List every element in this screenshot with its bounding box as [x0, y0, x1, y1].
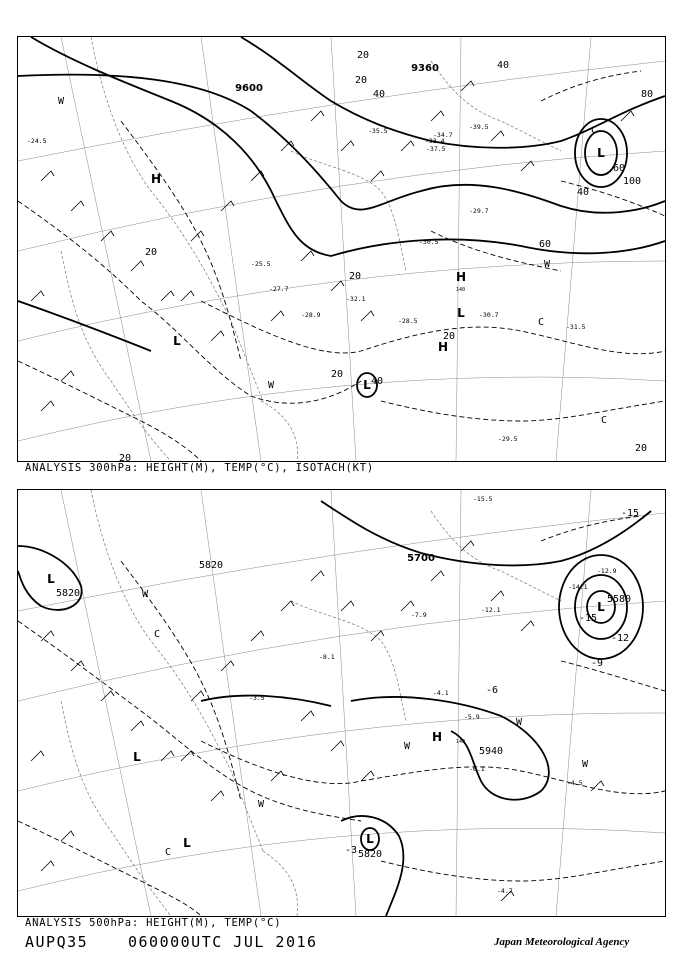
high-center-symbol: H [455, 270, 467, 284]
longitude-label: 140 [456, 287, 466, 293]
warm-center-symbol: W [267, 380, 275, 391]
high-center-symbol: H [150, 172, 162, 186]
isotherm-labels-500 [345, 508, 639, 856]
temperature-label: -39.5 [469, 123, 489, 131]
isotach-label: 100 [623, 176, 642, 187]
graticule-500 [18, 490, 665, 916]
temperature-label: -30.7 [479, 311, 499, 319]
temperature-label: -8.1 [319, 653, 335, 661]
isotach-label: 40 [371, 376, 384, 387]
temperature-label: -4.5 [567, 779, 583, 787]
cold-center-symbol: C [590, 125, 598, 136]
temperature-label: -30.5 [419, 238, 439, 246]
low-center-symbol: L [133, 750, 141, 764]
temperature-labels-300 [27, 123, 586, 443]
isotherm-label: -6 [486, 685, 499, 696]
low-center-symbol: L [47, 572, 55, 586]
isotach-label: 20 [119, 453, 132, 461]
chart-300hpa-caption: ANALYSIS 300hPa: HEIGHT(M), TEMP(°C), ISOTACH(KT) [25, 462, 374, 474]
isotach-label: 20 [355, 75, 368, 86]
isotherm-label: -15 [579, 613, 598, 624]
isotherm-label: -15 [621, 508, 640, 519]
temperature-label: -15.5 [473, 495, 493, 503]
isotach-label: 20 [443, 331, 456, 342]
temperature-label: -27.7 [269, 285, 289, 293]
temperature-label: -31.5 [566, 323, 586, 331]
isotachs-300 [18, 71, 665, 461]
warm-center-symbol: W [141, 589, 149, 600]
analysis-timestamp: 060000UTC JUL 2016 [128, 933, 318, 951]
chart-code: AUPQ35 [25, 933, 89, 951]
temperature-label: -4.7 [497, 887, 513, 895]
isotach-label: 20 [145, 247, 158, 258]
height-label: 5820 [198, 560, 224, 571]
warm-center-symbol: W [543, 259, 551, 270]
chart-500hpa-caption: ANALYSIS 500hPa: HEIGHT(M), TEMP(°C) [25, 917, 282, 929]
coastlines-500 [61, 490, 561, 916]
temperature-label: -32.1 [346, 295, 366, 303]
height-label: 5820 [55, 588, 81, 599]
high-center-symbol: H [437, 340, 449, 354]
temperature-label: -29.5 [498, 435, 518, 443]
temperature-label: -28.9 [301, 311, 321, 319]
height-label: 9600 [235, 83, 263, 94]
chart-500hpa-panel [17, 489, 666, 917]
temperature-label: -28.5 [398, 317, 418, 325]
low-center-symbol: L [597, 600, 605, 614]
warm-center-symbol: W [257, 799, 265, 810]
low-center-symbol: L [183, 836, 191, 850]
temperature-label: -12.1 [481, 606, 501, 614]
temperature-label: -14.1 [568, 583, 588, 591]
low-center-symbol: L [597, 146, 605, 160]
isotach-label: 80 [641, 89, 654, 100]
temperature-label: -33.4 [425, 137, 445, 145]
chart-300hpa-panel [17, 36, 666, 462]
isotach-label: 20 [349, 271, 362, 282]
chart-500hpa-map [18, 490, 665, 916]
cold-center-symbol: C [537, 317, 545, 328]
height-label: 5580 [606, 594, 632, 605]
chart-300hpa-map [18, 37, 665, 461]
isotach-label: 40 [373, 89, 386, 100]
isotach-label: 20 [635, 443, 648, 454]
low-center-symbol: L [363, 378, 371, 392]
isotherm-label: -12 [611, 633, 630, 644]
temperature-label: -5.9 [464, 713, 480, 721]
warm-center-symbol: W [57, 96, 65, 107]
height-label: 9360 [411, 63, 439, 74]
isotach-label: 60 [613, 163, 626, 174]
longitude-label: 140 [456, 739, 466, 745]
temperature-label: -3.5 [249, 694, 265, 702]
low-center-symbol: L [366, 832, 374, 846]
temperature-label: -37.5 [426, 145, 446, 153]
temperature-label: -4.1 [433, 689, 449, 697]
cold-center-symbol: C [600, 415, 608, 426]
height-contours-500 [18, 501, 651, 916]
warm-center-symbol: W [515, 717, 523, 728]
temperature-label: -29.7 [469, 207, 489, 215]
isotach-label: 60 [539, 239, 552, 250]
low-center-symbol: L [173, 334, 181, 348]
isotach-label: 40 [577, 187, 590, 198]
temperature-label: -24.5 [27, 137, 47, 145]
cold-center-symbol: C [153, 629, 161, 640]
high-center-symbol: H [431, 730, 443, 744]
agency-credit: Japan Meteorological Agency [494, 936, 630, 948]
temperature-label: -7.9 [411, 611, 427, 619]
isotherm-label: -9 [591, 658, 604, 669]
height-label: 5700 [407, 553, 435, 564]
temperature-label: -35.5 [368, 127, 388, 135]
isotach-label: 20 [331, 369, 344, 380]
temperature-label: -12.9 [597, 567, 617, 575]
graticule-300 [18, 37, 665, 461]
temperature-label: -25.5 [251, 260, 271, 268]
height-label: 5820 [357, 849, 383, 860]
temperature-label: -6.1 [469, 765, 485, 773]
warm-center-symbol: W [403, 741, 411, 752]
isotach-label: 20 [357, 50, 370, 61]
low-center-symbol: L [457, 306, 465, 320]
cold-center-symbol: C [164, 847, 172, 858]
temperature-label: -34.7 [433, 131, 453, 139]
height-label: 5940 [478, 746, 504, 757]
isotherm-label: -3 [345, 845, 358, 856]
isotach-label: 40 [497, 60, 510, 71]
warm-center-symbol: W [581, 759, 589, 770]
